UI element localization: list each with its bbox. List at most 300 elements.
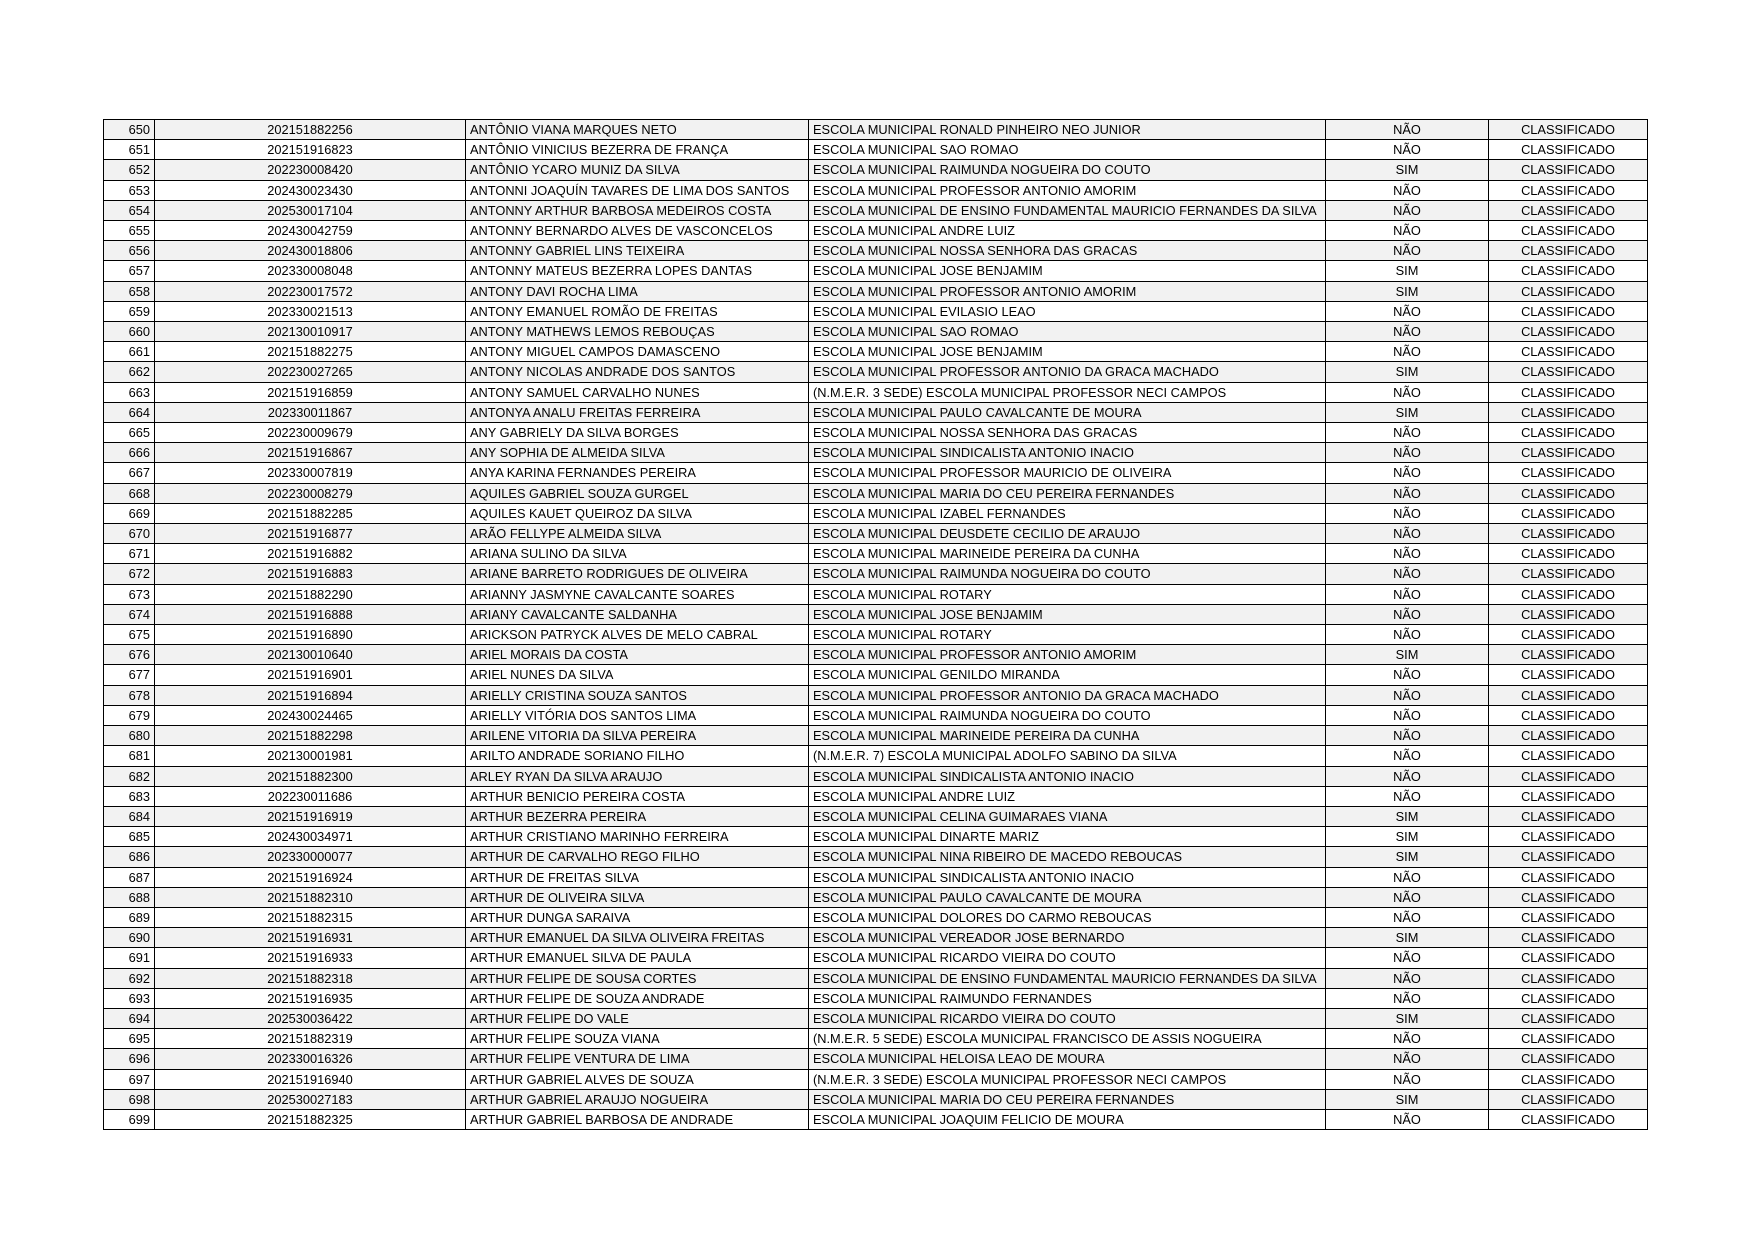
cell-approved: SIM (1326, 1089, 1489, 1109)
table-row (104, 564, 1648, 584)
cell-approved: SIM (1326, 806, 1489, 826)
cell-school: ESCOLA MUNICIPAL RICARDO VIEIRA DO COUTO (809, 1008, 1326, 1028)
cell-order: 680 (104, 726, 155, 746)
table-row (104, 948, 1648, 968)
table-row (104, 301, 1648, 321)
cell-approved: SIM (1326, 645, 1489, 665)
cell-id: 202430023430 (155, 180, 466, 200)
cell-approved: SIM (1326, 362, 1489, 382)
cell-id: 202530017104 (155, 200, 466, 220)
cell-approved: SIM (1326, 160, 1489, 180)
cell-approved: NÃO (1326, 1049, 1489, 1069)
cell-id: 202151916882 (155, 544, 466, 564)
cell-school: ESCOLA MUNICIPAL PAULO CAVALCANTE DE MOURA (809, 402, 1326, 422)
cell-name: ARILTO ANDRADE SORIANO FILHO (466, 746, 809, 766)
cell-status: CLASSIFICADO (1489, 847, 1648, 867)
cell-school: ESCOLA MUNICIPAL ANDRE LUIZ (809, 221, 1326, 241)
cell-school: ESCOLA MUNICIPAL IZABEL FERNANDES (809, 503, 1326, 523)
cell-order: 657 (104, 261, 155, 281)
cell-school: ESCOLA MUNICIPAL NOSSA SENHORA DAS GRACAS (809, 241, 1326, 261)
cell-status: CLASSIFICADO (1489, 221, 1648, 241)
cell-order: 653 (104, 180, 155, 200)
cell-name: ARIANNY JASMYNE CAVALCANTE SOARES (466, 584, 809, 604)
cell-name: AQUILES GABRIEL SOUZA GURGEL (466, 483, 809, 503)
cell-status: CLASSIFICADO (1489, 968, 1648, 988)
cell-status: CLASSIFICADO (1489, 604, 1648, 624)
cell-name: ANY GABRIELY DA SILVA BORGES (466, 423, 809, 443)
cell-approved: NÃO (1326, 705, 1489, 725)
cell-status: CLASSIFICADO (1489, 160, 1648, 180)
cell-status: CLASSIFICADO (1489, 281, 1648, 301)
table-row (104, 382, 1648, 402)
table-row (104, 342, 1648, 362)
cell-order: 691 (104, 948, 155, 968)
cell-school: (N.M.E.R. 3 SEDE) ESCOLA MUNICIPAL PROFESSOR NECI CAMPOS (809, 382, 1326, 402)
cell-id: 202530027183 (155, 1089, 466, 1109)
cell-id: 202151882325 (155, 1109, 466, 1129)
table-row (104, 241, 1648, 261)
cell-approved: NÃO (1326, 1109, 1489, 1129)
cell-order: 673 (104, 584, 155, 604)
cell-school: ESCOLA MUNICIPAL RAIMUNDA NOGUEIRA DO COUTO (809, 160, 1326, 180)
table-row (104, 140, 1648, 160)
cell-order: 652 (104, 160, 155, 180)
cell-id: 202151916883 (155, 564, 466, 584)
cell-name: ARLEY RYAN DA SILVA ARAUJO (466, 766, 809, 786)
table-row (104, 887, 1648, 907)
cell-id: 202430034971 (155, 827, 466, 847)
table-row (104, 443, 1648, 463)
cell-name: ARTHUR DE OLIVEIRA SILVA (466, 887, 809, 907)
cell-name: ANTONY NICOLAS ANDRADE DOS SANTOS (466, 362, 809, 382)
cell-approved: NÃO (1326, 301, 1489, 321)
cell-school: ESCOLA MUNICIPAL DINARTE MARIZ (809, 827, 1326, 847)
cell-school: ESCOLA MUNICIPAL EVILASIO LEAO (809, 301, 1326, 321)
cell-approved: SIM (1326, 847, 1489, 867)
cell-approved: NÃO (1326, 625, 1489, 645)
cell-school: ESCOLA MUNICIPAL CELINA GUIMARAES VIANA (809, 806, 1326, 826)
cell-approved: NÃO (1326, 342, 1489, 362)
cell-order: 697 (104, 1069, 155, 1089)
cell-order: 685 (104, 827, 155, 847)
cell-status: CLASSIFICADO (1489, 322, 1648, 342)
cell-order: 678 (104, 685, 155, 705)
table-row (104, 261, 1648, 281)
cell-status: CLASSIFICADO (1489, 928, 1648, 948)
cell-id: 202330007819 (155, 463, 466, 483)
cell-status: CLASSIFICADO (1489, 1109, 1648, 1129)
table-row (104, 221, 1648, 241)
cell-id: 202151916901 (155, 665, 466, 685)
cell-school: ESCOLA MUNICIPAL PROFESSOR ANTONIO AMORIM (809, 180, 1326, 200)
cell-id: 202130001981 (155, 746, 466, 766)
cell-order: 698 (104, 1089, 155, 1109)
cell-order: 699 (104, 1109, 155, 1129)
cell-order: 675 (104, 625, 155, 645)
cell-approved: NÃO (1326, 746, 1489, 766)
cell-order: 690 (104, 928, 155, 948)
cell-order: 654 (104, 200, 155, 220)
cell-status: CLASSIFICADO (1489, 887, 1648, 907)
cell-name: ANTÔNIO VIANA MARQUES NETO (466, 120, 809, 140)
cell-id: 202151916890 (155, 625, 466, 645)
cell-approved: NÃO (1326, 726, 1489, 746)
cell-school: ESCOLA MUNICIPAL RICARDO VIEIRA DO COUTO (809, 948, 1326, 968)
cell-id: 202151916894 (155, 685, 466, 705)
cell-school: ESCOLA MUNICIPAL VEREADOR JOSE BERNARDO (809, 928, 1326, 948)
table-row (104, 806, 1648, 826)
cell-order: 693 (104, 988, 155, 1008)
cell-id: 202151916940 (155, 1069, 466, 1089)
cell-school: (N.M.E.R. 3 SEDE) ESCOLA MUNICIPAL PROFESSOR NECI CAMPOS (809, 1069, 1326, 1089)
cell-name: ARICKSON PATRYCK ALVES DE MELO CABRAL (466, 625, 809, 645)
cell-id: 202330021513 (155, 301, 466, 321)
table-row (104, 584, 1648, 604)
cell-order: 669 (104, 503, 155, 523)
cell-order: 651 (104, 140, 155, 160)
cell-status: CLASSIFICADO (1489, 1029, 1648, 1049)
cell-name: ANTONY EMANUEL ROMÃO DE FREITAS (466, 301, 809, 321)
cell-id: 202330008048 (155, 261, 466, 281)
cell-approved: NÃO (1326, 685, 1489, 705)
cell-order: 668 (104, 483, 155, 503)
cell-approved: SIM (1326, 1008, 1489, 1028)
cell-status: CLASSIFICADO (1489, 806, 1648, 826)
cell-name: ANTONY MIGUEL CAMPOS DAMASCENO (466, 342, 809, 362)
cell-approved: NÃO (1326, 786, 1489, 806)
cell-order: 684 (104, 806, 155, 826)
table-row (104, 322, 1648, 342)
cell-status: CLASSIFICADO (1489, 705, 1648, 725)
cell-status: CLASSIFICADO (1489, 241, 1648, 261)
cell-school: ESCOLA MUNICIPAL MARIA DO CEU PEREIRA FERNANDES (809, 483, 1326, 503)
cell-status: CLASSIFICADO (1489, 564, 1648, 584)
cell-school: ESCOLA MUNICIPAL SINDICALISTA ANTONIO INACIO (809, 766, 1326, 786)
cell-id: 202430018806 (155, 241, 466, 261)
table-row (104, 160, 1648, 180)
cell-school: ESCOLA MUNICIPAL RONALD PINHEIRO NEO JUNIOR (809, 120, 1326, 140)
table-row (104, 120, 1648, 140)
cell-id: 202530036422 (155, 1008, 466, 1028)
cell-school: ESCOLA MUNICIPAL SINDICALISTA ANTONIO INACIO (809, 443, 1326, 463)
cell-status: CLASSIFICADO (1489, 766, 1648, 786)
cell-name: ARTHUR FELIPE DE SOUZA ANDRADE (466, 988, 809, 1008)
cell-name: ARTHUR EMANUEL SILVA DE PAULA (466, 948, 809, 968)
cell-status: CLASSIFICADO (1489, 140, 1648, 160)
cell-name: ARTHUR FELIPE VENTURA DE LIMA (466, 1049, 809, 1069)
table-row (104, 827, 1648, 847)
cell-name: ANTÔNIO VINICIUS BEZERRA DE FRANÇA (466, 140, 809, 160)
cell-school: ESCOLA MUNICIPAL MARIA DO CEU PEREIRA FERNANDES (809, 1089, 1326, 1109)
cell-name: ANTONNY MATEUS BEZERRA LOPES DANTAS (466, 261, 809, 281)
cell-status: CLASSIFICADO (1489, 443, 1648, 463)
cell-name: ARTHUR GABRIEL ARAUJO NOGUEIRA (466, 1089, 809, 1109)
cell-approved: NÃO (1326, 322, 1489, 342)
table-row (104, 423, 1648, 443)
cell-id: 202151916924 (155, 867, 466, 887)
cell-school: ESCOLA MUNICIPAL JOSE BENJAMIM (809, 342, 1326, 362)
table-row (104, 180, 1648, 200)
cell-status: CLASSIFICADO (1489, 342, 1648, 362)
table-row (104, 968, 1648, 988)
table-row (104, 503, 1648, 523)
cell-name: ANTONY MATHEWS LEMOS REBOUÇAS (466, 322, 809, 342)
cell-order: 683 (104, 786, 155, 806)
cell-order: 658 (104, 281, 155, 301)
cell-approved: NÃO (1326, 907, 1489, 927)
cell-approved: NÃO (1326, 241, 1489, 261)
cell-school: ESCOLA MUNICIPAL DOLORES DO CARMO REBOUCAS (809, 907, 1326, 927)
cell-name: ARTHUR FELIPE SOUZA VIANA (466, 1029, 809, 1049)
cell-name: ARIANY CAVALCANTE SALDANHA (466, 604, 809, 624)
cell-approved: NÃO (1326, 1069, 1489, 1089)
cell-school: ESCOLA MUNICIPAL SAO ROMAO (809, 322, 1326, 342)
cell-order: 662 (104, 362, 155, 382)
cell-approved: NÃO (1326, 948, 1489, 968)
table-row (104, 705, 1648, 725)
cell-name: ARTHUR FELIPE DO VALE (466, 1008, 809, 1028)
cell-school: ESCOLA MUNICIPAL JOAQUIM FELICIO DE MOURA (809, 1109, 1326, 1129)
cell-order: 656 (104, 241, 155, 261)
cell-approved: NÃO (1326, 968, 1489, 988)
cell-order: 665 (104, 423, 155, 443)
cell-name: ANTONNY BERNARDO ALVES DE VASCONCELOS (466, 221, 809, 241)
cell-school: ESCOLA MUNICIPAL PROFESSOR ANTONIO AMORIM (809, 281, 1326, 301)
cell-approved: NÃO (1326, 423, 1489, 443)
cell-school: ESCOLA MUNICIPAL PROFESSOR ANTONIO AMORIM (809, 645, 1326, 665)
cell-order: 674 (104, 604, 155, 624)
cell-approved: NÃO (1326, 887, 1489, 907)
table-row (104, 988, 1648, 1008)
cell-school: ESCOLA MUNICIPAL JOSE BENJAMIM (809, 261, 1326, 281)
cell-approved: NÃO (1326, 503, 1489, 523)
cell-name: ANTONY DAVI ROCHA LIMA (466, 281, 809, 301)
cell-status: CLASSIFICADO (1489, 524, 1648, 544)
cell-id: 202151916935 (155, 988, 466, 1008)
cell-order: 689 (104, 907, 155, 927)
cell-approved: SIM (1326, 827, 1489, 847)
cell-order: 676 (104, 645, 155, 665)
cell-approved: NÃO (1326, 544, 1489, 564)
cell-status: CLASSIFICADO (1489, 685, 1648, 705)
cell-status: CLASSIFICADO (1489, 200, 1648, 220)
cell-name: ARTHUR BEZERRA PEREIRA (466, 806, 809, 826)
cell-approved: NÃO (1326, 443, 1489, 463)
cell-status: CLASSIFICADO (1489, 948, 1648, 968)
table-row (104, 766, 1648, 786)
cell-id: 202151882290 (155, 584, 466, 604)
cell-school: ESCOLA MUNICIPAL SINDICALISTA ANTONIO INACIO (809, 867, 1326, 887)
table-row (104, 402, 1648, 422)
cell-name: ANTONNY ARTHUR BARBOSA MEDEIROS COSTA (466, 200, 809, 220)
cell-approved: NÃO (1326, 867, 1489, 887)
cell-name: ARIELLY CRISTINA SOUZA SANTOS (466, 685, 809, 705)
cell-school: ESCOLA MUNICIPAL ANDRE LUIZ (809, 786, 1326, 806)
cell-id: 202330011867 (155, 402, 466, 422)
cell-school: ESCOLA MUNICIPAL PROFESSOR ANTONIO DA GRACA MACHADO (809, 685, 1326, 705)
cell-id: 202330000077 (155, 847, 466, 867)
cell-status: CLASSIFICADO (1489, 645, 1648, 665)
table-row (104, 463, 1648, 483)
classification-table-body (104, 120, 1648, 1130)
cell-order: 681 (104, 746, 155, 766)
cell-name: ARIEL MORAIS DA COSTA (466, 645, 809, 665)
cell-status: CLASSIFICADO (1489, 180, 1648, 200)
cell-name: ARIANE BARRETO RODRIGUES DE OLIVEIRA (466, 564, 809, 584)
cell-approved: SIM (1326, 281, 1489, 301)
cell-status: CLASSIFICADO (1489, 827, 1648, 847)
table-row (104, 1069, 1648, 1089)
cell-approved: NÃO (1326, 1029, 1489, 1049)
cell-status: CLASSIFICADO (1489, 483, 1648, 503)
cell-order: 667 (104, 463, 155, 483)
cell-school: ESCOLA MUNICIPAL MARINEIDE PEREIRA DA CUNHA (809, 544, 1326, 564)
cell-id: 202230008420 (155, 160, 466, 180)
cell-school: ESCOLA MUNICIPAL HELOISA LEAO DE MOURA (809, 1049, 1326, 1069)
cell-status: CLASSIFICADO (1489, 402, 1648, 422)
cell-order: 664 (104, 402, 155, 422)
cell-school: ESCOLA MUNICIPAL PROFESSOR MAURICIO DE OLIVEIRA (809, 463, 1326, 483)
cell-status: CLASSIFICADO (1489, 625, 1648, 645)
cell-order: 679 (104, 705, 155, 725)
cell-school: ESCOLA MUNICIPAL ROTARY (809, 625, 1326, 645)
table-row (104, 907, 1648, 927)
cell-name: ARIANA SULINO DA SILVA (466, 544, 809, 564)
cell-name: ARTHUR DUNGA SARAIVA (466, 907, 809, 927)
cell-id: 202151882256 (155, 120, 466, 140)
cell-name: ANTONNY GABRIEL LINS TEIXEIRA (466, 241, 809, 261)
cell-approved: SIM (1326, 261, 1489, 281)
cell-id: 202330016326 (155, 1049, 466, 1069)
cell-status: CLASSIFICADO (1489, 503, 1648, 523)
table-row (104, 928, 1648, 948)
cell-id: 202151882298 (155, 726, 466, 746)
cell-approved: NÃO (1326, 483, 1489, 503)
cell-school: ESCOLA MUNICIPAL MARINEIDE PEREIRA DA CUNHA (809, 726, 1326, 746)
table-row (104, 786, 1648, 806)
cell-name: ARIELLY VITÓRIA DOS SANTOS LIMA (466, 705, 809, 725)
cell-name: ANTONYA ANALU FREITAS FERREIRA (466, 402, 809, 422)
cell-id: 202151882319 (155, 1029, 466, 1049)
cell-name: AQUILES KAUET QUEIROZ DA SILVA (466, 503, 809, 523)
cell-id: 202130010917 (155, 322, 466, 342)
cell-id: 202151916933 (155, 948, 466, 968)
cell-approved: NÃO (1326, 584, 1489, 604)
cell-status: CLASSIFICADO (1489, 867, 1648, 887)
cell-name: ARILENE VITORIA DA SILVA PEREIRA (466, 726, 809, 746)
cell-school: ESCOLA MUNICIPAL NOSSA SENHORA DAS GRACAS (809, 423, 1326, 443)
cell-id: 202151916859 (155, 382, 466, 402)
table-row (104, 604, 1648, 624)
cell-order: 655 (104, 221, 155, 241)
cell-status: CLASSIFICADO (1489, 726, 1648, 746)
cell-id: 202151916867 (155, 443, 466, 463)
cell-name: ARTHUR CRISTIANO MARINHO FERREIRA (466, 827, 809, 847)
cell-status: CLASSIFICADO (1489, 463, 1648, 483)
cell-status: CLASSIFICADO (1489, 362, 1648, 382)
table-row (104, 726, 1648, 746)
table-row (104, 524, 1648, 544)
table-row (104, 645, 1648, 665)
cell-order: 677 (104, 665, 155, 685)
cell-school: ESCOLA MUNICIPAL JOSE BENJAMIM (809, 604, 1326, 624)
cell-school: ESCOLA MUNICIPAL GENILDO MIRANDA (809, 665, 1326, 685)
cell-school: ESCOLA MUNICIPAL DE ENSINO FUNDAMENTAL MAURICIO FERNANDES DA SILVA (809, 200, 1326, 220)
cell-status: CLASSIFICADO (1489, 120, 1648, 140)
cell-school: ESCOLA MUNICIPAL RAIMUNDA NOGUEIRA DO COUTO (809, 564, 1326, 584)
cell-id: 202151882315 (155, 907, 466, 927)
table-row (104, 746, 1648, 766)
cell-name: ARÃO FELLYPE ALMEIDA SILVA (466, 524, 809, 544)
table-row (104, 362, 1648, 382)
cell-school: ESCOLA MUNICIPAL DE ENSINO FUNDAMENTAL MAURICIO FERNANDES DA SILVA (809, 968, 1326, 988)
cell-status: CLASSIFICADO (1489, 423, 1648, 443)
cell-approved: NÃO (1326, 524, 1489, 544)
cell-name: ARTHUR GABRIEL ALVES DE SOUZA (466, 1069, 809, 1089)
cell-id: 202151882310 (155, 887, 466, 907)
cell-order: 666 (104, 443, 155, 463)
cell-approved: NÃO (1326, 564, 1489, 584)
cell-status: CLASSIFICADO (1489, 1069, 1648, 1089)
cell-approved: NÃO (1326, 463, 1489, 483)
table-row (104, 200, 1648, 220)
cell-name: ARTHUR DE FREITAS SILVA (466, 867, 809, 887)
table-row (104, 1089, 1648, 1109)
cell-id: 202151882275 (155, 342, 466, 362)
table-row (104, 544, 1648, 564)
cell-id: 202151916888 (155, 604, 466, 624)
table-row (104, 1049, 1648, 1069)
cell-order: 660 (104, 322, 155, 342)
cell-school: ESCOLA MUNICIPAL ROTARY (809, 584, 1326, 604)
cell-approved: NÃO (1326, 766, 1489, 786)
cell-approved: NÃO (1326, 988, 1489, 1008)
cell-order: 670 (104, 524, 155, 544)
cell-approved: SIM (1326, 928, 1489, 948)
cell-id: 202230008279 (155, 483, 466, 503)
cell-approved: NÃO (1326, 221, 1489, 241)
cell-id: 202151916931 (155, 928, 466, 948)
cell-id: 202230017572 (155, 281, 466, 301)
cell-approved: SIM (1326, 402, 1489, 422)
cell-school: ESCOLA MUNICIPAL PAULO CAVALCANTE DE MOURA (809, 887, 1326, 907)
cell-order: 672 (104, 564, 155, 584)
cell-id: 202151882285 (155, 503, 466, 523)
cell-school: (N.M.E.R. 5 SEDE) ESCOLA MUNICIPAL FRANCISCO DE ASSIS NOGUEIRA (809, 1029, 1326, 1049)
table-row (104, 1109, 1648, 1129)
cell-name: ANY SOPHIA DE ALMEIDA SILVA (466, 443, 809, 463)
cell-name: ARTHUR DE CARVALHO REGO FILHO (466, 847, 809, 867)
table-row (104, 665, 1648, 685)
table-row (104, 625, 1648, 645)
cell-status: CLASSIFICADO (1489, 382, 1648, 402)
table-row (104, 867, 1648, 887)
table-row (104, 483, 1648, 503)
cell-id: 202230009679 (155, 423, 466, 443)
cell-name: ANTONY SAMUEL CARVALHO NUNES (466, 382, 809, 402)
table-row (104, 1029, 1648, 1049)
cell-order: 661 (104, 342, 155, 362)
cell-name: ANYA KARINA FERNANDES PEREIRA (466, 463, 809, 483)
cell-school: ESCOLA MUNICIPAL DEUSDETE CECILIO DE ARAUJO (809, 524, 1326, 544)
cell-status: CLASSIFICADO (1489, 746, 1648, 766)
cell-order: 659 (104, 301, 155, 321)
cell-name: ARTHUR BENICIO PEREIRA COSTA (466, 786, 809, 806)
cell-id: 202130010640 (155, 645, 466, 665)
cell-id: 202151916823 (155, 140, 466, 160)
cell-school: ESCOLA MUNICIPAL NINA RIBEIRO DE MACEDO REBOUCAS (809, 847, 1326, 867)
cell-order: 663 (104, 382, 155, 402)
